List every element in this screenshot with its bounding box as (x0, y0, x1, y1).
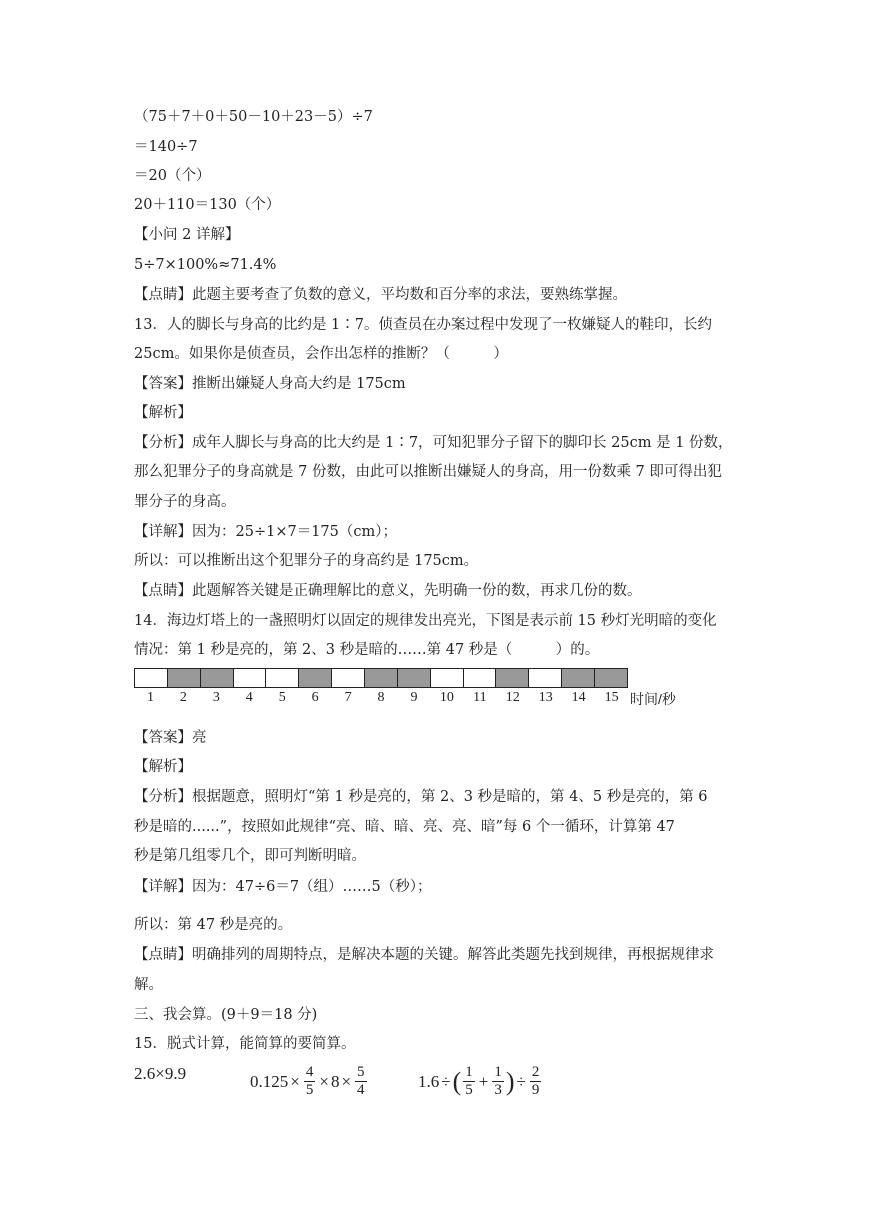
lamp-cell (365, 669, 398, 687)
expr2-term-a: 0.125 (250, 1071, 289, 1091)
text-line: 【答案】推断出嫌疑人身高大约是 175cm (134, 376, 406, 392)
text-line: 所以：可以推断出这个犯罪分子的身高约是 175cm。 (134, 553, 479, 569)
seconds-axis (134, 690, 628, 706)
lamp-cell (464, 669, 497, 687)
second-label: 12 (505, 690, 520, 705)
text-line: 那么犯罪分子的身高就是 7 份数，由此可以推断出嫌疑人的身高，用一份数乘 7 即可得出犯 (134, 464, 722, 480)
text-line: 13．人的脚长与身高的比约是 1∶7。侦查员在办案过程中发现了一枚嫌疑人的鞋印，长约 (134, 317, 713, 333)
second-label: 4 (245, 690, 253, 705)
lamp-cell (529, 669, 562, 687)
second-label: 11 (473, 690, 487, 705)
text-line: 【答案】亮 (134, 730, 207, 746)
second-label: 6 (311, 690, 319, 705)
text-line: 15．脱式计算，能简算的要简算。 (134, 1036, 356, 1052)
second-label: 8 (377, 690, 385, 705)
text-line: 解。 (134, 977, 163, 993)
text-line: 秒是暗的......”，按照如此规律“亮、暗、暗、亮、亮、暗”每 6 个一循环，计算第 47 (134, 819, 675, 835)
text-line: 25cm。如果你是侦查员，会作出怎样的推断？（ ） (134, 346, 508, 362)
expression-1 (134, 1064, 186, 1084)
second-label: 14 (571, 690, 586, 705)
text-line: 【解析】 (134, 405, 192, 421)
text-line: 罪分子的身高。 (134, 494, 236, 510)
text-line: 【点睛】此题解答关键是正确理解比的意义，先明确一份的数，再求几份的数。 (134, 583, 642, 599)
lamp-cell (135, 669, 168, 687)
lamp-cell (562, 669, 595, 687)
second-label: 2 (179, 690, 187, 705)
text-line: 【分析】成年人脚长与身高的比大约是 1∶7，可知犯罪分子留下的脚印长 25cm 是 1 份数， (134, 435, 733, 451)
text-line: 【详解】因为：25÷1×7＝175（cm）； (134, 524, 397, 540)
text-line: 14．海边灯塔上的一盏照明灯以固定的规律发出亮光，下图是表示前 15 秒灯光明暗的变化 (134, 613, 717, 629)
expr2-term-b: 8 (330, 1071, 340, 1091)
text-line: 【分析】根据题意，照明灯“第 1 秒是亮的，第 2、3 秒是暗的，第 4、5 秒是亮的，第 6 (134, 789, 708, 805)
expr3-fraction-3: $\frac{2}{9}$ (531, 1064, 540, 1098)
text-line: 三、我会算。(9＋9＝18 分) (134, 1007, 318, 1023)
expr3-fraction-2: $\frac{1}{3}$ (494, 1064, 502, 1098)
text-line: 20＋110＝130（个） (134, 197, 281, 213)
lamp-cell (398, 669, 431, 687)
text-line: 秒是第几组零几个，即可判断明暗。 (134, 848, 366, 864)
lamp-cell (168, 669, 201, 687)
lamp-cell (201, 669, 234, 687)
lamp-state-chart (134, 668, 628, 688)
second-label: 1 (146, 690, 154, 705)
lamp-cell (431, 669, 464, 687)
text-line: 5÷7×100%≈71.4% (134, 257, 277, 273)
second-label: 7 (344, 690, 352, 705)
expr3-term-a: 1.6 (418, 1071, 440, 1091)
text-line: 【详解】因为：47÷6＝7（组）……5（秒）； (134, 879, 432, 895)
second-label: 15 (604, 690, 619, 705)
lamp-cell (496, 669, 529, 687)
text-line: 【解析】 (134, 759, 192, 775)
expr2-fraction-1: $\frac{4}{5}$ (305, 1064, 314, 1098)
axis-label: 时间/秒 (630, 691, 676, 707)
lamp-cell (266, 669, 299, 687)
text-line: 所以：第 47 秒是亮的。 (134, 917, 293, 933)
expression-1-text: 2.6×9.9 (134, 1064, 187, 1083)
lamp-cell (234, 669, 267, 687)
second-label: 3 (212, 690, 220, 705)
text-line: 【点睛】明确排列的周期特点，是解决本题的关键。解答此类题先找到规律，再根据规律求 (134, 947, 714, 963)
expr2-fraction-2: $\frac{5}{4}$ (357, 1064, 365, 1098)
expression-3: 1.6 ÷ ( $\frac{1}{5}$ + $\frac{1}{3}$ ) ÷ $\frac{2}{9}$ (418, 1064, 540, 1098)
lamp-cell (299, 669, 332, 687)
lamp-cell (332, 669, 365, 687)
lamp-cell (595, 669, 627, 687)
expr3-fraction-1: $\frac{1}{5}$ (465, 1064, 473, 1098)
text-line: （75＋7＋0＋50－10＋23－5）÷7 (134, 109, 373, 125)
second-label: 9 (410, 690, 418, 705)
text-line: 【点睛】此题主要考查了负数的意义，平均数和百分率的求法，要熟练掌握。 (134, 287, 627, 303)
second-label: 13 (538, 690, 553, 705)
text-line: ＝20（个） (134, 168, 211, 184)
second-label: 10 (439, 690, 454, 705)
expression-2: 0.125 × $\frac{4}{5}$ × 8 × $\frac{5}{4}$ (250, 1064, 365, 1098)
second-label: 5 (278, 690, 286, 705)
text-line: ＝140÷7 (134, 139, 198, 155)
text-line: 【小问 2 详解】 (134, 227, 240, 243)
text-line: 情况：第 1 秒是亮的，第 2、3 秒是暗的……第 47 秒是（ ）的。 (134, 642, 600, 658)
